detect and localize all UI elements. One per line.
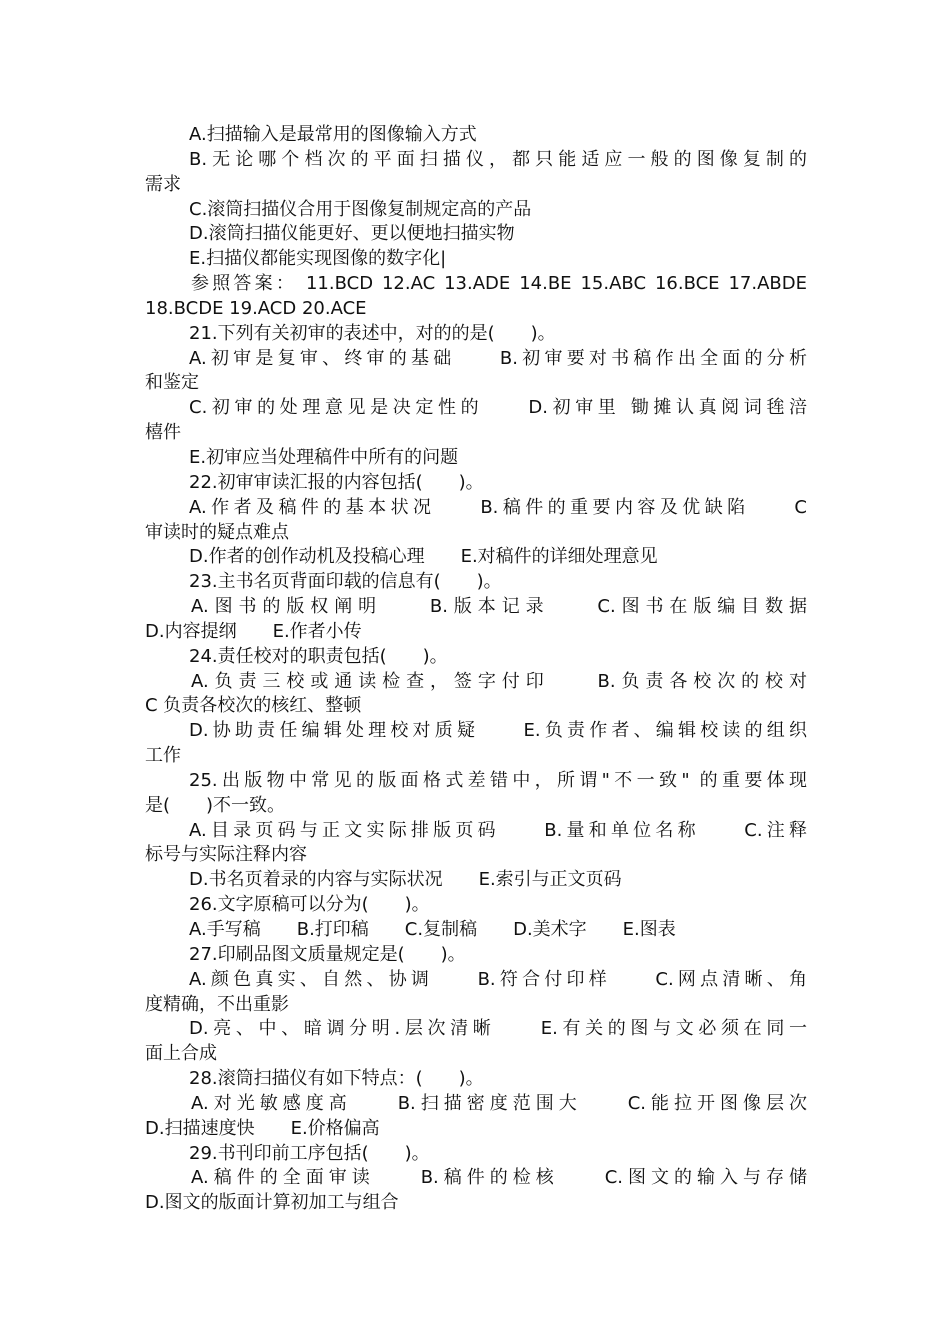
continuation-line: 橲件 xyxy=(145,422,181,444)
continuation-line: 审读时的疑点难点 xyxy=(145,521,289,543)
option-line: A.扫描输入是最常用的图像输入方式 xyxy=(189,124,477,145)
option-line: A.稿件的全面审读 B.稿件的检核 C.图文的输入与存储 xyxy=(191,1167,807,1189)
option-line: D.作者的创作动机及投稿心理 E.对稿件的详细处理意见 xyxy=(189,546,658,568)
option-line: E.初审应当处理稿件中所有的问题 xyxy=(189,446,459,468)
option-line: E.扫描仪都能实现图像的数字化| xyxy=(189,248,447,270)
answer-key-line: 18.BCDE 19.ACD 20.ACE xyxy=(145,297,367,319)
option-line: B.无论哪个档次的平面扫描仪，都只能适应一般的图像复制的 xyxy=(189,148,807,170)
continuation-line: 和鉴定 xyxy=(145,372,199,394)
document-body xyxy=(145,123,807,1216)
answer-key-line: 参照答案： 11.BCD 12.AC 13.ADE 14.BE 15.ABC 16.BCE 17.ABDE xyxy=(191,273,807,295)
continuation-line: 需求 xyxy=(145,173,181,195)
option-line: A.作者及稿件的基本状况 B.稿件的重要内容及优缺陷 C xyxy=(189,496,807,518)
continuation-line: D.图文的版面计算初加工与组合 xyxy=(145,1192,399,1214)
continuation-line: 工作 xyxy=(145,745,181,767)
question-line: 28.滚筒扫描仪有如下特点：( )。 xyxy=(189,1068,484,1090)
continuation-line: 标号与实际注释内容 xyxy=(145,844,307,866)
option-line: A.目录页码与正文实际排版页码 B.量和单位名称 C.注释 xyxy=(189,819,807,841)
option-line: D.协助责任编辑处理校对质疑 E.负责作者、编辑校读的组织 xyxy=(189,720,807,742)
continuation-line: C 负责各校次的核红、整顿 xyxy=(145,695,362,717)
question-line: 22.初审审读汇报的内容包括( )。 xyxy=(189,471,484,493)
continuation-line: 度精确，不出重影 xyxy=(145,993,289,1015)
option-line: D.亮、中、暗调分明.层次清晰 E.有关的图与文必须在同一 xyxy=(189,1018,807,1040)
question-line: 26.文字原稿可以分为( )。 xyxy=(189,894,430,916)
option-line: A.负责三校或通读检查，签字付印 B.负责各校次的校对 xyxy=(191,670,807,692)
question-line: 24.责任校对的职责包括( )。 xyxy=(189,645,448,667)
question-line: 21.下列有关初审的表述中，对的的是( )。 xyxy=(189,322,556,344)
continuation-line: 面上合成 xyxy=(145,1043,217,1065)
question-line: 27.印刷品图文质量规定是( )。 xyxy=(189,943,466,965)
continuation-line: D.扫描速度快 E.价格偏高 xyxy=(145,1117,380,1139)
option-line: A.颜色真实、自然、协调 B.符合付印样 C.网点清晰、角 xyxy=(189,968,807,990)
question-line: 23.主书名页背面印载的信息有( )。 xyxy=(189,571,502,593)
question-line: 25.出版物中常见的版面格式差错中，所谓"不一致" 的重要体现 xyxy=(189,769,807,791)
option-line: A.手写稿 B.打印稿 C.复制稿 D.美术字 E.图表 xyxy=(189,919,676,940)
option-line: C.滚筒扫描仪合用于图像复制规定高的产品 xyxy=(189,198,532,220)
option-line: D.滚筒扫描仪能更好、更以便地扫描实物 xyxy=(189,223,515,245)
option-line: A.初审是复审、终审的基础 B.初审要对书稿作出全面的分析 xyxy=(189,347,807,369)
continuation-line: 是( )不一致。 xyxy=(145,794,286,816)
continuation-line: D.内容提纲 E.作者小传 xyxy=(145,620,362,642)
question-line: 29.书刊印前工序包括( )。 xyxy=(189,1142,430,1164)
option-line: A.对光敏感度高 B.扫描密度范围大 C.能拉开图像层次 xyxy=(191,1092,807,1114)
option-line: C.初审的处理意见是决定性的 D.初审里 锄摊认真阅词毪涪 xyxy=(189,397,807,419)
option-line: A.图书的版权阐明 B.版本记录 C.图书在版编目数据 xyxy=(191,596,807,618)
option-line: D.书名页着录的内容与实际状况 E.索引与正文页码 xyxy=(189,869,622,891)
